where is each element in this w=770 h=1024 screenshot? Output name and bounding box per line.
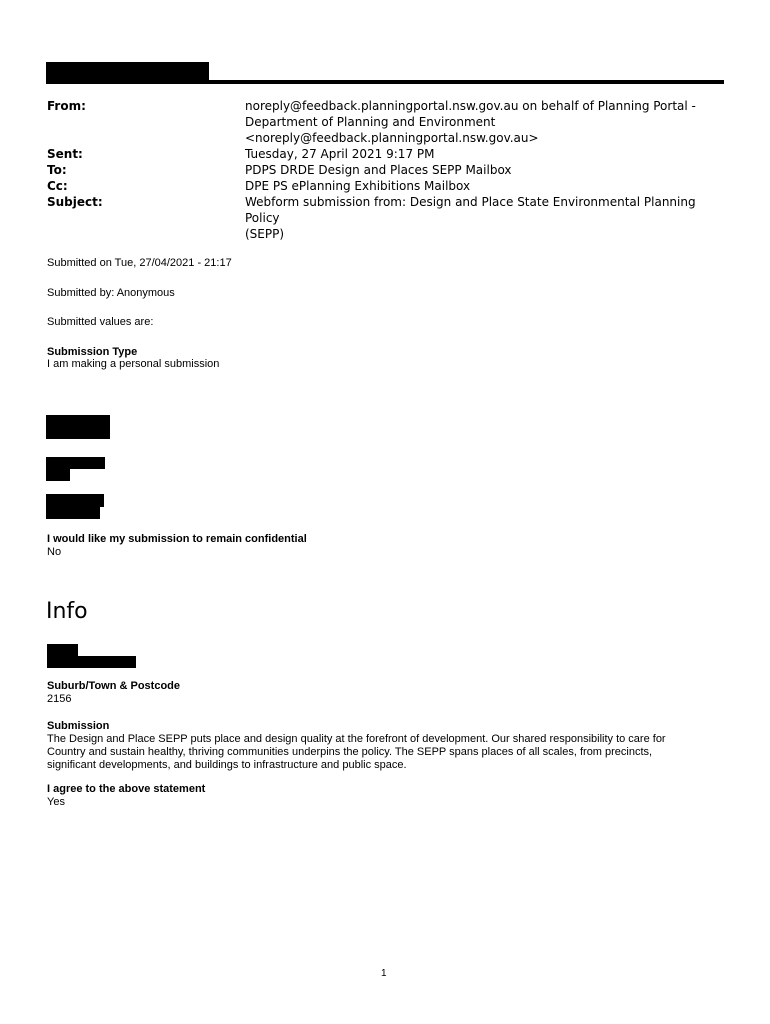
from-value-line1: noreply@feedback.planningportal.nsw.gov.au on behalf of Planning Portal - xyxy=(245,99,696,113)
redaction-block-4b xyxy=(47,656,136,668)
redaction-block-2a xyxy=(46,457,105,469)
from-value-line2: Department of Planning and Environment xyxy=(245,115,496,129)
to-value[interactable]: PDPS DRDE Design and Places SEPP Mailbox xyxy=(245,163,512,177)
from-label: From: xyxy=(47,99,86,113)
submission-text xyxy=(47,733,722,772)
from-value[interactable] xyxy=(245,98,725,146)
submission-label: Submission xyxy=(47,720,110,732)
agree-value: Yes xyxy=(47,796,65,808)
redaction-block-1 xyxy=(46,415,110,439)
sent-value: Tuesday, 27 April 2021 9:17 PM xyxy=(245,147,435,161)
redaction-header-name xyxy=(46,62,209,81)
submission-type-value: I am making a personal submission xyxy=(47,358,220,370)
suburb-label: Suburb/Town & Postcode xyxy=(47,680,181,692)
cc-value[interactable]: DPE PS ePlanning Exhibitions Mailbox xyxy=(245,179,471,193)
cc-label: Cc: xyxy=(47,179,68,193)
submitted-on: Submitted on Tue, 27/04/2021 - 21:17 xyxy=(47,257,232,269)
to-label: To: xyxy=(47,163,67,177)
agree-label: I agree to the above statement xyxy=(47,783,206,795)
confidential-value: No xyxy=(47,546,62,558)
redaction-block-2b xyxy=(46,469,70,481)
redaction-block-4a xyxy=(47,644,78,656)
subject-label: Subject: xyxy=(47,195,103,209)
subject-value-line1: Webform submission from: Design and Place State Environmental Planning Policy xyxy=(245,195,696,225)
subject-value xyxy=(245,194,725,242)
submission-line3: significant developments, and buildings to infrastructure and public space. xyxy=(47,759,407,771)
redaction-block-3b xyxy=(46,507,100,519)
submitted-values: Submitted values are: xyxy=(47,316,154,328)
redaction-block-3a xyxy=(46,494,104,507)
header-divider xyxy=(46,80,724,84)
confidential-label: I would like my submission to remain confidential xyxy=(47,533,307,545)
submission-line2: Country and sustain healthy, thriving communities underpins the policy. The SEPP spans places of all scales, from precincts, xyxy=(47,746,653,758)
page-number: 1 xyxy=(381,968,387,979)
submitted-by: Submitted by: Anonymous xyxy=(47,287,175,299)
info-heading: Info xyxy=(46,599,88,624)
suburb-value: 2156 xyxy=(47,693,72,705)
sent-label: Sent: xyxy=(47,147,83,161)
submission-type-label: Submission Type xyxy=(47,346,138,358)
from-value-line3: <noreply@feedback.planningportal.nsw.gov.au> xyxy=(245,131,539,145)
subject-value-line2: (SEPP) xyxy=(245,227,285,241)
submission-line1: The Design and Place SEPP puts place and design quality at the forefront of development. Our shared responsibility to care for xyxy=(47,733,666,745)
